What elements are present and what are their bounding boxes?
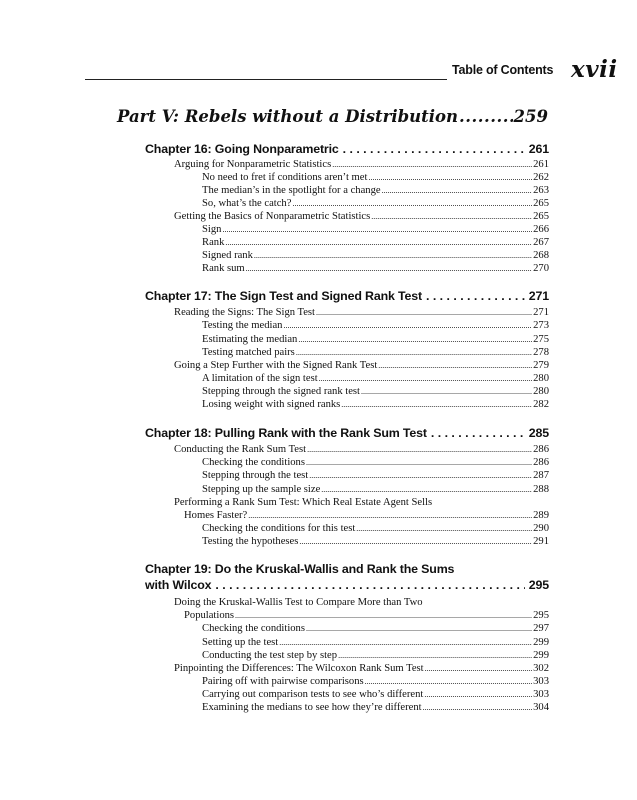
toc-entry[interactable] <box>202 470 549 481</box>
entry-text: So, what’s the catch? <box>202 198 292 209</box>
entry-page: 262 <box>533 172 549 183</box>
entry-text: Stepping up the sample size <box>202 484 321 495</box>
toc-entry[interactable] <box>202 373 549 384</box>
dot-leader <box>425 663 532 674</box>
dot-leader <box>307 444 532 455</box>
entry-text: Pinpointing the Differences: The Wilcoxon Rank Sum Test <box>174 663 424 674</box>
toc-chapter-line[interactable] <box>145 142 549 156</box>
dot-leader <box>321 484 532 495</box>
dot-leader <box>298 334 532 345</box>
entry-text: Going a Step Further with the Signed Rank Test <box>174 360 378 371</box>
dot-leader <box>248 510 532 521</box>
page-number: xvii <box>571 56 618 83</box>
toc-entry[interactable] <box>174 360 549 371</box>
toc-chapter-line[interactable] <box>145 426 549 440</box>
entry-text: Populations <box>184 610 235 621</box>
entry-page: 280 <box>533 373 549 384</box>
toc-entry[interactable] <box>202 457 549 468</box>
toc-entry[interactable] <box>202 637 549 648</box>
entry-text: Carrying out comparison tests to see who’s different <box>202 689 424 700</box>
entry-text: Signed rank <box>202 250 253 261</box>
part-title: Part V: Rebels without a Distribution <box>117 107 459 126</box>
entry-page: 268 <box>533 250 549 261</box>
toc-entry[interactable] <box>202 386 549 397</box>
entry-text: Checking the conditions <box>202 623 305 634</box>
entry-page: 265 <box>533 211 549 222</box>
toc-entry[interactable] <box>202 224 549 235</box>
entry-page: 304 <box>533 702 549 713</box>
toc-entry[interactable] <box>202 263 549 274</box>
dot-leader <box>254 250 532 261</box>
entry-text: Testing matched pairs <box>202 347 295 358</box>
toc-entry[interactable] <box>202 185 549 196</box>
entry-text: Losing weight with signed ranks <box>202 399 341 410</box>
entry-page: 273 <box>533 320 549 331</box>
dot-leader <box>306 623 532 634</box>
chapter-page: 261 <box>528 142 549 156</box>
chapter-title: Chapter 17: The Sign Test and Signed Rank Test <box>145 289 422 303</box>
toc-entry[interactable] <box>202 198 549 209</box>
dot-leader <box>296 347 532 358</box>
entry-page: 265 <box>533 198 549 209</box>
toc-entry[interactable] <box>174 663 549 674</box>
toc-entry[interactable] <box>174 211 549 222</box>
dot-leader <box>343 142 525 156</box>
entry-page: 266 <box>533 224 549 235</box>
entry-page: 297 <box>533 623 549 634</box>
dot-leader <box>316 307 532 318</box>
dot-leader <box>292 198 532 209</box>
dot-leader <box>356 523 532 534</box>
toc-chapter-line[interactable] <box>145 578 549 592</box>
entry-page: 288 <box>533 484 549 495</box>
toc-entry[interactable] <box>174 159 549 170</box>
entry-page: 271 <box>533 307 549 318</box>
entry-text: Rank sum <box>202 263 245 274</box>
toc-entry[interactable] <box>174 444 549 455</box>
toc-entry[interactable] <box>202 623 549 634</box>
dot-leader <box>246 263 532 274</box>
dot-leader <box>459 107 513 126</box>
entry-text: Testing the hypotheses <box>202 536 299 547</box>
toc-entry[interactable] <box>202 650 549 661</box>
entry-page: 282 <box>533 399 549 410</box>
entry-page: 286 <box>533 457 549 468</box>
toc-entry[interactable] <box>202 320 549 331</box>
dot-leader <box>215 578 524 592</box>
entry-page: 299 <box>533 637 549 648</box>
header-rule <box>85 79 447 80</box>
entry-page: 278 <box>533 347 549 358</box>
entry-page: 303 <box>533 689 549 700</box>
toc-entry[interactable] <box>202 399 549 410</box>
entry-text: Stepping through the signed rank test <box>202 386 361 397</box>
dot-leader <box>235 610 532 621</box>
entry-text: Checking the conditions <box>202 457 305 468</box>
toc-entry[interactable] <box>202 689 549 700</box>
entry-text: No need to fret if conditions aren’t met <box>202 172 368 183</box>
entry-text: Examining the medians to see how they’re different <box>202 702 422 713</box>
chapter-title-line1[interactable]: Chapter 19: Do the Kruskal-Wallis and Rank the Sums <box>145 562 455 576</box>
dot-leader <box>319 373 532 384</box>
dot-leader <box>222 224 532 235</box>
entry-page: 279 <box>533 360 549 371</box>
toc-entry-text-line[interactable]: Performing a Rank Sum Test: Which Real Estate Agent Sells <box>174 497 433 508</box>
entry-page: 290 <box>533 523 549 534</box>
dot-leader <box>371 211 532 222</box>
chapter-title: Chapter 18: Pulling Rank with the Rank Sum Test <box>145 426 427 440</box>
chapter-page: 285 <box>528 426 549 440</box>
entry-text: Homes Faster? <box>184 510 248 521</box>
entry-text: Sign <box>202 224 222 235</box>
entry-page: 286 <box>533 444 549 455</box>
entry-page: 295 <box>533 610 549 621</box>
dot-leader <box>225 237 532 248</box>
entry-text: Rank <box>202 237 225 248</box>
chapter-page: 295 <box>528 578 549 592</box>
dot-leader <box>279 637 532 648</box>
toc-part-line[interactable] <box>117 107 548 126</box>
entry-page: 270 <box>533 263 549 274</box>
entry-page: 263 <box>533 185 549 196</box>
entry-text: A limitation of the sign test <box>202 373 318 384</box>
dot-leader <box>306 457 532 468</box>
chapter-title: Chapter 16: Going Nonparametric <box>145 142 339 156</box>
entry-page: 267 <box>533 237 549 248</box>
entry-page: 289 <box>533 510 549 521</box>
part-page: 259 <box>513 107 548 126</box>
entry-text: Reading the Signs: The Sign Test <box>174 307 315 318</box>
entry-page: 302 <box>533 663 549 674</box>
toc-entry[interactable] <box>202 172 549 183</box>
toc-entry[interactable] <box>202 484 549 495</box>
entry-text: Stepping through the test <box>202 470 309 481</box>
dot-leader <box>378 360 532 371</box>
entry-text: Arguing for Nonparametric Statistics <box>174 159 332 170</box>
toc-entry[interactable] <box>202 347 549 358</box>
toc-chapter-line[interactable] <box>145 289 549 303</box>
entry-text: Checking the conditions for this test <box>202 523 356 534</box>
entry-page: 261 <box>533 159 549 170</box>
toc-entry[interactable] <box>202 536 549 547</box>
dot-leader <box>423 702 533 713</box>
dot-leader <box>309 470 532 481</box>
toc-entry-text-line[interactable]: Doing the Kruskal-Wallis Test to Compare More than Two <box>174 597 423 608</box>
chapter-page: 271 <box>528 289 549 303</box>
toc-entry[interactable] <box>202 237 549 248</box>
toc-entry[interactable] <box>202 334 549 345</box>
entry-text: Conducting the Rank Sum Test <box>174 444 307 455</box>
toc-entry[interactable] <box>184 510 549 521</box>
running-header-title: Table of Contents <box>452 63 554 77</box>
toc-entry[interactable] <box>202 523 549 534</box>
toc-entry[interactable] <box>202 250 549 261</box>
entry-page: 303 <box>533 676 549 687</box>
entry-page: 291 <box>533 536 549 547</box>
dot-leader <box>382 185 533 196</box>
entry-page: 299 <box>533 650 549 661</box>
entry-page: 287 <box>533 470 549 481</box>
entry-text: Getting the Basics of Nonparametric Statistics <box>174 211 371 222</box>
dot-leader <box>365 676 532 687</box>
chapter-title: with Wilcox <box>145 578 212 592</box>
entry-text: Testing the median <box>202 320 283 331</box>
dot-leader <box>341 399 532 410</box>
dot-leader <box>338 650 532 661</box>
entry-text: Pairing off with pairwise comparisons <box>202 676 364 687</box>
toc-entry[interactable] <box>202 676 549 687</box>
toc-entry[interactable] <box>184 610 549 621</box>
dot-leader <box>332 159 532 170</box>
entry-page: 275 <box>533 334 549 345</box>
entry-page: 280 <box>533 386 549 397</box>
dot-leader <box>431 426 525 440</box>
dot-leader <box>368 172 532 183</box>
dot-leader <box>361 386 532 397</box>
dot-leader <box>424 689 532 700</box>
toc-entry[interactable] <box>174 307 549 318</box>
dot-leader <box>283 320 532 331</box>
entry-text: The median’s in the spotlight for a change <box>202 185 381 196</box>
toc-entry[interactable] <box>202 702 549 713</box>
entry-text: Setting up the test <box>202 637 279 648</box>
entry-text: Conducting the test step by step <box>202 650 338 661</box>
dot-leader <box>426 289 525 303</box>
entry-text: Estimating the median <box>202 334 298 345</box>
dot-leader <box>299 536 532 547</box>
